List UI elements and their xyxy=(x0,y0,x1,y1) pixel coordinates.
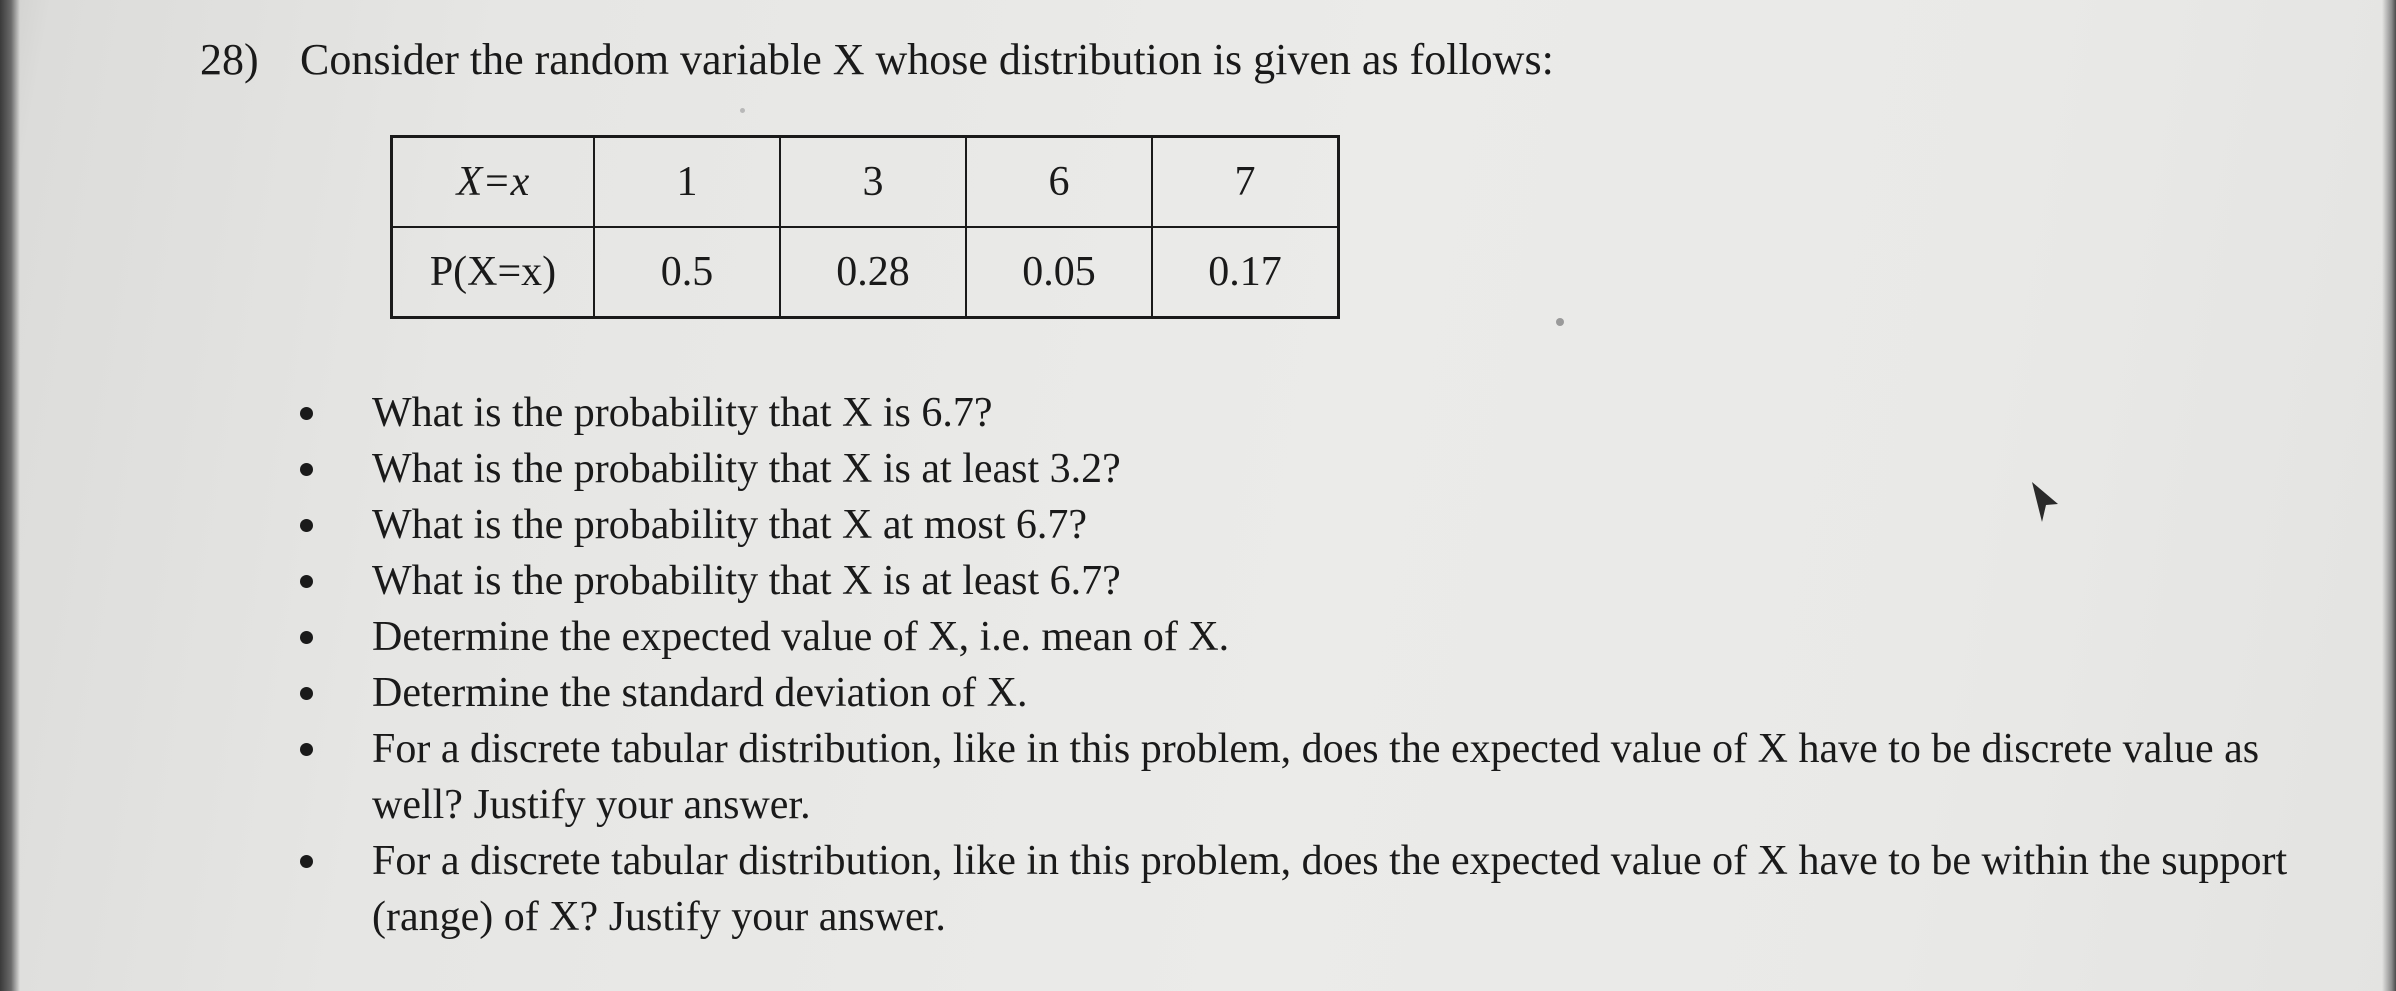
bullet-icon xyxy=(300,631,313,644)
photo-edge-right xyxy=(2382,0,2396,991)
list-item xyxy=(300,553,2300,609)
question-title: Consider the random variable X whose distribution is given as follows: xyxy=(300,35,1554,84)
bullet-icon xyxy=(300,407,313,420)
list-item xyxy=(300,721,2300,833)
mouse-pointer-icon xyxy=(2024,478,2064,528)
list-item xyxy=(300,441,2300,497)
list-item-text: Determine the expected value of X, i.e. mean of X. xyxy=(372,614,1230,660)
list-item-text: What is the probability that X at most 6.7? xyxy=(372,502,1088,548)
question-number: 28) xyxy=(200,35,259,84)
list-item-text: For a discrete tabular distribution, like in this problem, does the expected value of X have to be within the support (range) of X? Justify your answer. xyxy=(372,838,2288,940)
list-item-text: What is the probability that X is at least 6.7? xyxy=(372,558,1121,604)
list-item-text: Determine the standard deviation of X. xyxy=(372,670,1028,716)
p-value-2: 0.28 xyxy=(780,227,966,318)
paper-speck xyxy=(1556,318,1564,326)
p-value-3: 0.05 xyxy=(966,227,1152,318)
paper-speck xyxy=(740,108,745,113)
list-item-text: What is the probability that X is 6.7? xyxy=(372,390,993,436)
list-item-text: What is the probability that X is at least 3.2? xyxy=(372,446,1121,492)
row-p-label: P(X=x) xyxy=(392,227,595,318)
list-item xyxy=(300,833,2300,945)
table-row-p xyxy=(392,227,1339,318)
bullet-icon xyxy=(300,687,313,700)
row-x-label: X=x xyxy=(392,137,595,228)
table-row-x xyxy=(392,137,1339,228)
bullet-icon xyxy=(300,463,313,476)
question-list xyxy=(300,385,2300,945)
list-item-text: For a discrete tabular distribution, like in this problem, does the expected value of X have to be discrete value as well? Justify your answer. xyxy=(372,726,2260,828)
x-value-3: 6 xyxy=(966,137,1152,228)
x-value-4: 7 xyxy=(1152,137,1339,228)
list-item xyxy=(300,665,2300,721)
distribution-table xyxy=(390,135,1340,319)
photo-edge-left xyxy=(0,0,20,991)
bullet-icon xyxy=(300,519,313,532)
list-item xyxy=(300,609,2300,665)
list-item xyxy=(300,385,2300,441)
list-item xyxy=(300,497,2300,553)
x-value-1: 1 xyxy=(594,137,780,228)
bullet-icon xyxy=(300,575,313,588)
p-value-1: 0.5 xyxy=(594,227,780,318)
p-value-4: 0.17 xyxy=(1152,227,1339,318)
bullet-icon xyxy=(300,855,313,868)
bullet-icon xyxy=(300,743,313,756)
x-value-2: 3 xyxy=(780,137,966,228)
